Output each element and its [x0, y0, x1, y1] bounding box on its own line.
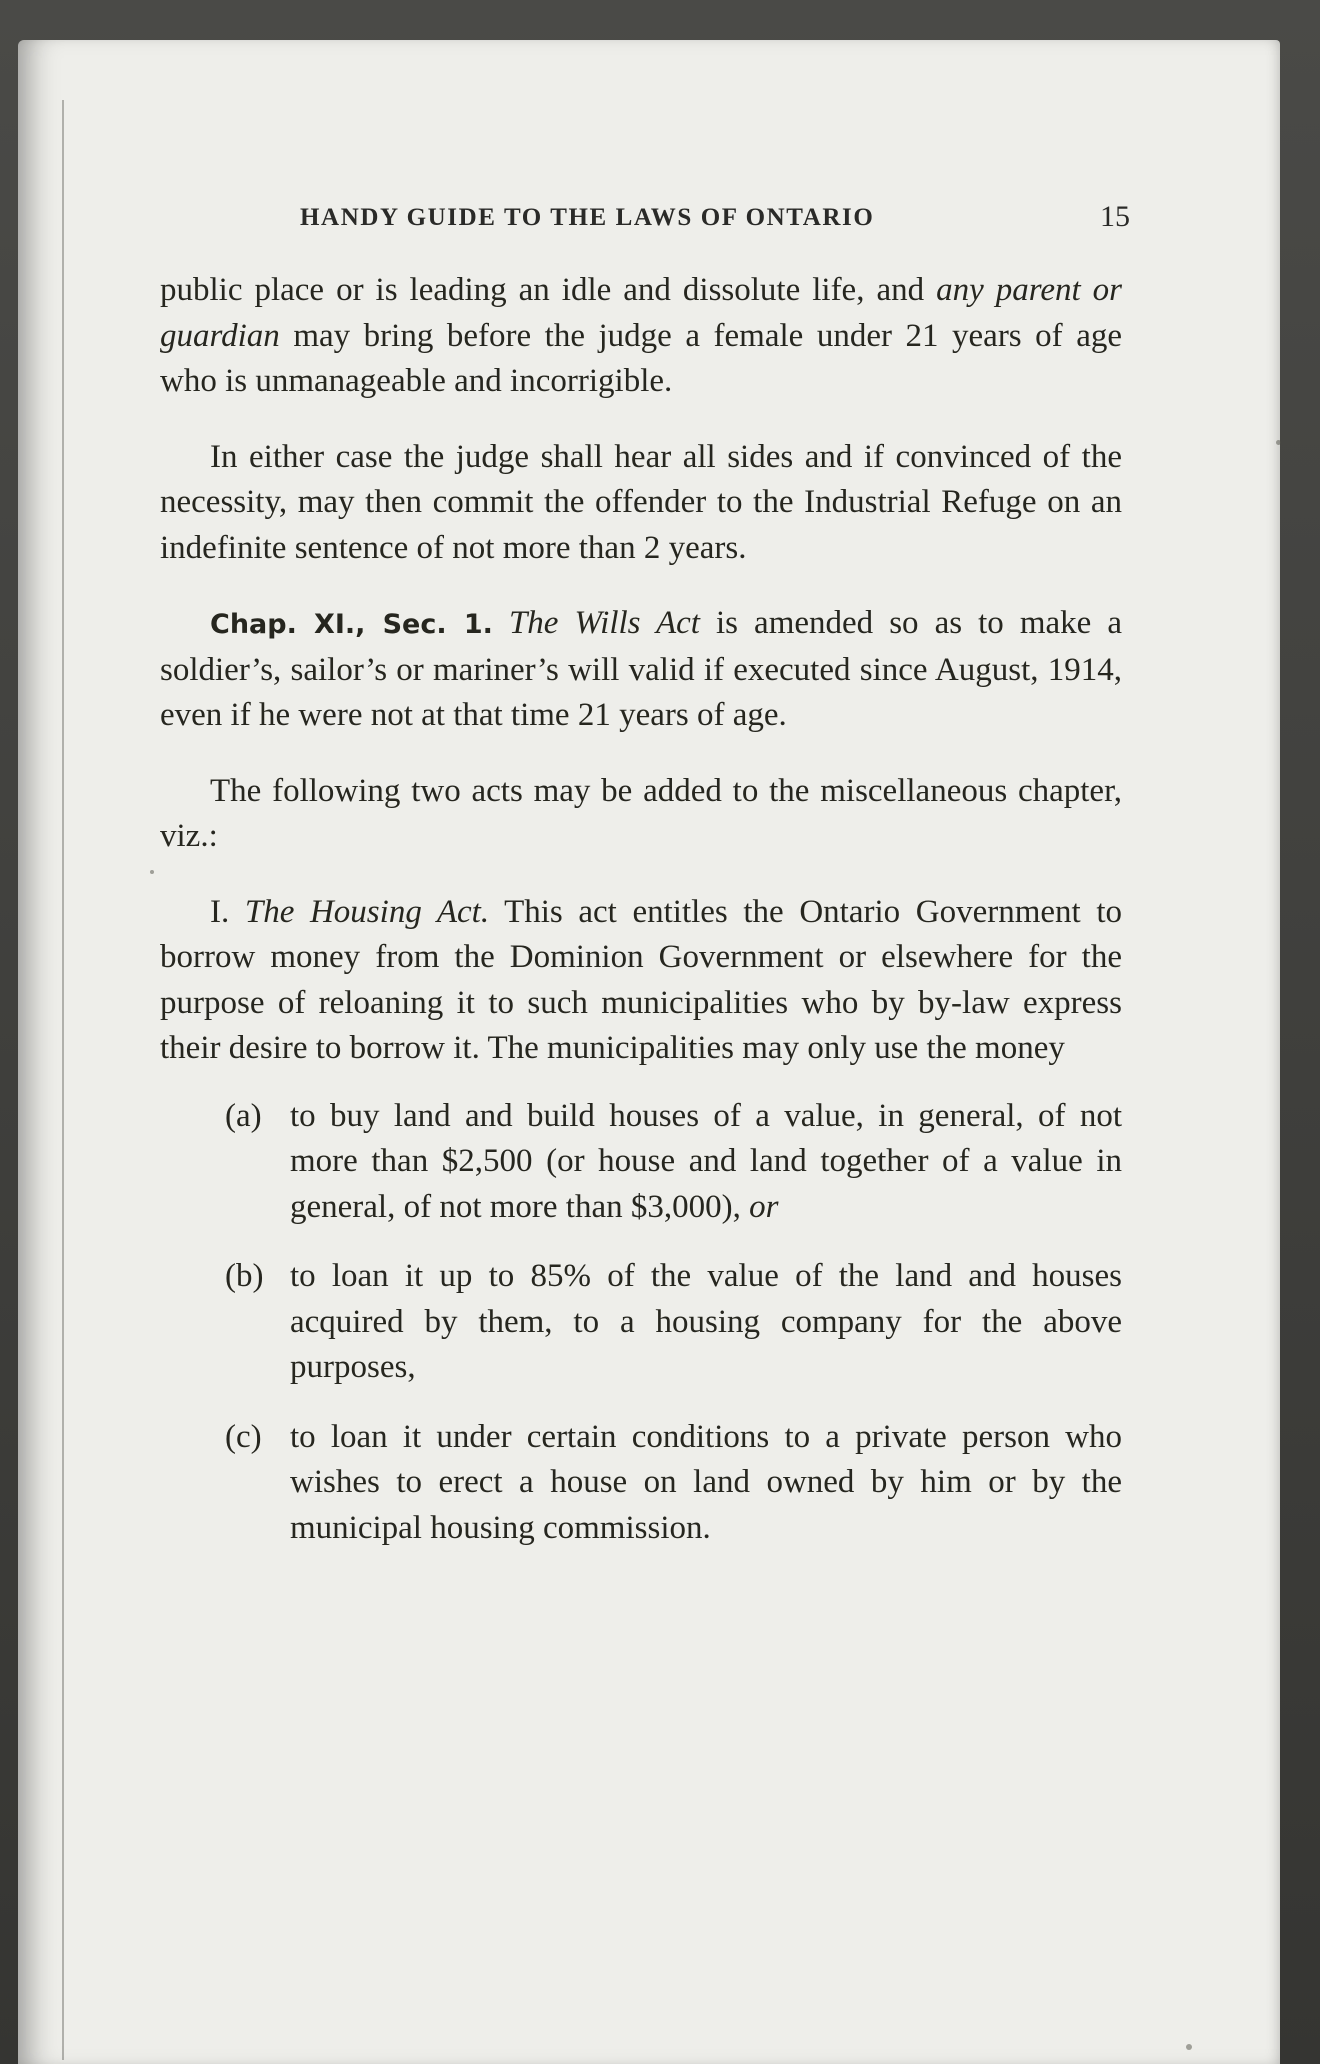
list-item: [160, 1254, 1122, 1391]
italic-phrase: any parent or guardian: [160, 272, 1122, 354]
running-head-title: HANDY GUIDE TO THE LAWS OF ONTARIO: [300, 204, 875, 231]
paper-speck: [1186, 2044, 1192, 2050]
paragraph-text: may bring before the judge a female under 21 years of age who is unmanageable and incorrigible.: [160, 317, 1122, 399]
list-item-text: to loan it under certain conditions to a private person who wishes to erect a house on land owned by him or by the municipal housing commission.: [290, 1418, 1122, 1546]
paper-speck: [1276, 440, 1281, 445]
list-item: [160, 1094, 1122, 1231]
page-number: 15: [1100, 200, 1130, 233]
list-item-italic: or: [749, 1188, 779, 1225]
act-title: The Wills Act: [508, 605, 700, 641]
paper-speck: [150, 870, 154, 874]
list-marker: (a): [225, 1097, 262, 1134]
paragraph-text: public place or is leading an idle and dissolute life, and: [160, 272, 937, 308]
list-marker: (b): [225, 1258, 264, 1294]
paragraph-judge-hearing: In either case the judge shall hear all sides and if convinced of the necessity, may then commit the offender to the Industrial Refuge on an indefinite sentence of not more than 2 years.: [160, 438, 1122, 566]
paragraph-prefix: I.: [210, 893, 245, 930]
list-item: [160, 1415, 1122, 1552]
page-gutter: [62, 100, 64, 2060]
page-body: [160, 268, 1122, 1575]
paragraph-housing-act: [160, 890, 1122, 1072]
paragraph-text: This act entitles the Ontario Government to borrow money from the Dominion Government or elsewhere for the purpose of reloaning it to such municipalities who by by-law express their desire to borrow it. The municipalities may only use the money: [160, 893, 1122, 1066]
paragraph-wills-act: [160, 601, 1122, 739]
housing-act-uses-list: [160, 1094, 1122, 1552]
paragraph-refuge-committal: [160, 268, 1122, 405]
list-item-text: to loan it up to 85% of the value of the land and houses acquired by them, to a housing company for the above purposes,: [290, 1258, 1122, 1385]
act-title: The Housing Act.: [244, 893, 490, 930]
paragraph-additional-acts: The following two acts may be added to the miscellaneous chapter, viz.:: [160, 772, 1122, 854]
paragraph-text: is amended so as to make a soldier’s, sailor’s or mariner’s will valid if executed since August, 1914, even if he were not at that time 21 years of age.: [160, 605, 1123, 733]
chapter-section-label: Chap. XI., Sec. 1.: [210, 609, 493, 640]
list-item-text: to buy land and build houses of a value, in general, of not more than $2,500 (or house and land together of a value in general, of not more than $3,000),: [290, 1097, 1122, 1225]
list-marker: (c): [225, 1418, 262, 1455]
